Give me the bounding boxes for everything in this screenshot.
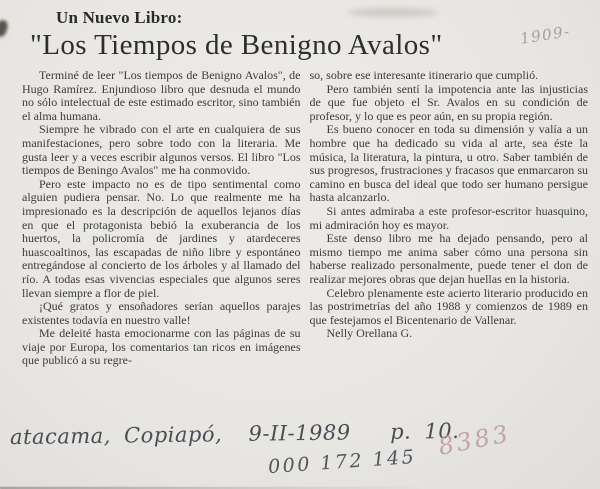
paper-smudge-top xyxy=(348,8,438,17)
article-paragraph: Pero este impacto no es de tipo sentimental como alguien pudiera pensar. No. Lo que realmente me ha impresionado es la descripción de aquellos lejanos días en que el protagonista bebió la exuberancia de los huertos, la policromía de jardines y atardeceres huascoaltinos, las escapadas de niño libre y espontáneo entregándose al concierto de los árboles y al llamado del río. A todas esas vivencias especiales que algunos seres llevan siempre a flor de piel. xyxy=(22,176,301,300)
article-paragraph: Si antes admiraba a este profesor-escritor huasquino, mi admiración hoy es mayor. xyxy=(309,203,588,232)
article-paragraph: Me deleité hasta emocionarme con las páginas de su viaje por Europa, los comentarios tan ricos en imágenes que publicó a su regre- xyxy=(22,326,301,368)
article-paragraph: so, sobre ese interesante itinerario que cumplió. xyxy=(309,68,539,82)
article-column-right-text xyxy=(310,69,589,327)
article-paragraph: Celebro plenamente este acierto literario producido en las postrimetrías del año 1988 y comienzos de 1989 en que festejamos el Bicentenario de Vallenar. xyxy=(309,285,588,327)
handwritten-year-annotation: 1909- xyxy=(518,22,572,48)
article-body xyxy=(0,66,600,368)
article-kicker: Un Nuevo Libro: xyxy=(56,8,183,27)
article-paragraph: Siempre he vibrado con el arte en cualquiera de sus manifestaciones, pero sobre todo con la literaria. Me gusta leer y a veces escribir algunos versos. El libro "Los tiempos de Beningo Avalos" me ha conmovido. xyxy=(22,122,301,178)
handwritten-inventory-number: 8383 xyxy=(436,419,514,461)
article-paragraph: Es bueno conocer en toda su dimensión y valía a un hombre que ha dedicado su vida al arte, sea éste la música, la literatura, la pintura, u otro. Saber también de sus progresos, frustraciones y fracasos que enmarcaron su camino en busca del ideal que todo ser humano persigue hasta alcanzarlo. xyxy=(309,122,588,205)
article-column-right xyxy=(310,69,589,368)
handwritten-source-line: atacama, Copiapó, 9-II-1989 p. 10. xyxy=(9,418,460,450)
article-title: "Los Tiempos de Benigno Avalos" xyxy=(30,29,443,61)
article-title-row xyxy=(0,28,600,66)
article-paragraph: ¡Qué gratos y ensoñadores serían aquellos parajes existentes todavía en nuestro valle! xyxy=(22,299,301,327)
article-column-left xyxy=(22,69,301,368)
article-paragraph: Este denso libro me ha dejado pensando, pero al mismo tiempo me anima saber cómo una persona sin haberse realizado personalmente, puede tener el don de realizar mejores obras que dejan huellas en la historia. xyxy=(309,231,588,286)
handwritten-catalog-number: 000 172 145 xyxy=(267,445,417,479)
article-paragraph: Terminé de leer "Los tiempos de Benigno Avalos", de Hugo Ramírez. Enjundioso libro que desnuda el mundo no sólo intelectual de este estimado escritor, sino también el alma humana. xyxy=(22,68,301,123)
article-signature: Nelly Orellana G. xyxy=(326,326,413,341)
article-paragraph: Pero también sentí la impotencia ante las injusticias de que fue objeto el Sr. Avalos en su condición de profesor, y lo que es peor aún, en su propia región. xyxy=(309,81,588,123)
